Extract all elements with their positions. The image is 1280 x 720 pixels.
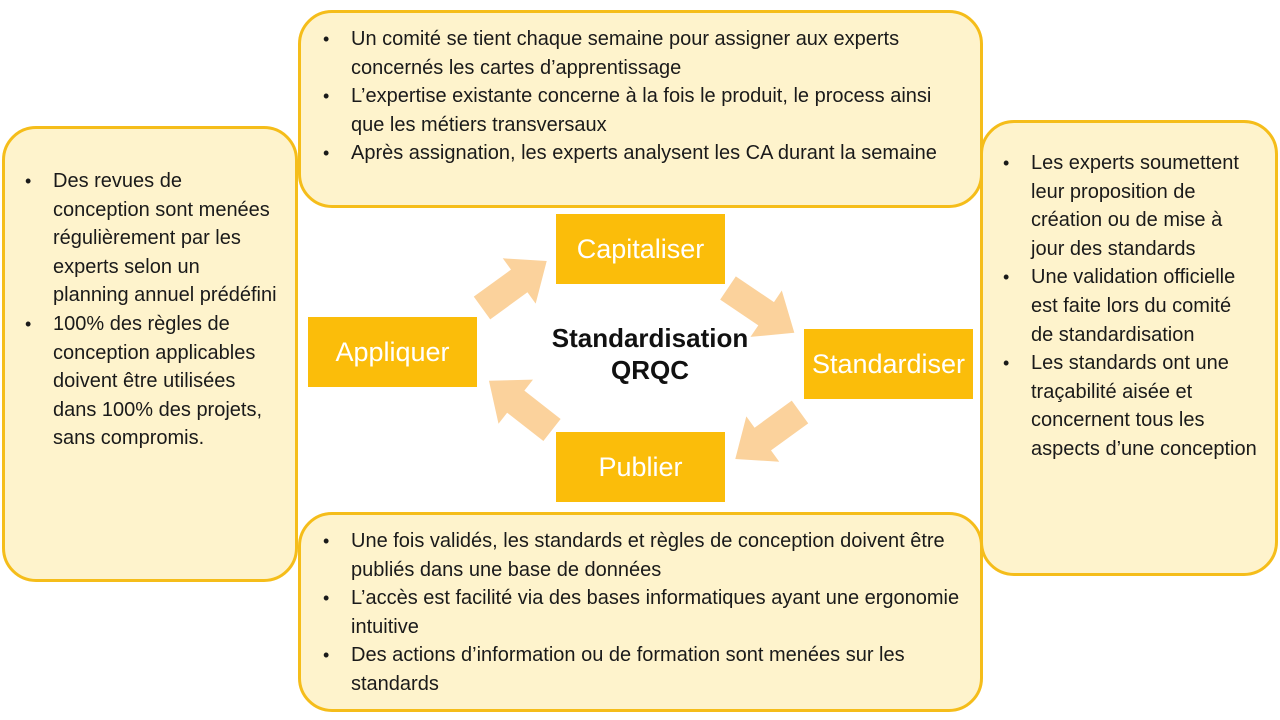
bullet-item: • Des revues de conception sont menées régulièrement par les experts selon un planning annuel prédéfini [23,167,277,310]
step-capitaliser: Capitaliser [556,214,725,284]
arrow-appliquer-to-capitaliser [466,238,564,330]
bullet-list [1001,149,1257,464]
bullet-item: • L’expertise existante concerne à la fois le produit, le process ainsi que les métiers transversaux [321,82,962,139]
step-publier: Publier [556,432,725,502]
bullet-item: • Les standards ont une traçabilité aisée et concernent tous les aspects d’une conception [1001,349,1257,463]
panel-capitaliser-details [298,10,983,208]
panel-publier-details [298,512,983,712]
panel-appliquer-details [2,126,298,582]
bullet-item: • Une validation officielle est faite lors du comité de standardisation [1001,263,1257,349]
bullet-item: • L’accès est facilité via des bases informatiques ayant une ergonomie intuitive [321,584,962,641]
arrow-standardiser-to-publier [719,389,817,481]
bullet-item: • Une fois validés, les standards et règles de conception doivent être publiés dans une base de données [321,527,962,584]
step-appliquer: Appliquer [308,317,477,387]
bullet-list [23,167,277,453]
bullet-item: • Des actions d’information ou de formation sont menées sur les standards [321,641,962,698]
panel-standardiser-details [980,120,1278,576]
center-title-line1: Standardisation [551,323,749,353]
bullet-item: • 100% des règles de conception applicables doivent être utilisées dans 100% des projets, sans compromis. [23,310,277,453]
center-title-line2: QRQC [611,355,689,385]
step-standardiser: Standardiser [804,329,973,399]
bullet-item: • Après assignation, les experts analysent les CA durant la semaine [321,139,962,168]
bullet-list [321,25,962,168]
bullet-item: • Un comité se tient chaque semaine pour assigner aux experts concernés les cartes d’apprentissage [321,25,962,82]
bullet-list [321,527,962,699]
bullet-item: • Les experts soumettent leur proposition de création ou de mise à jour des standards [1001,149,1257,263]
center-title [520,322,780,386]
